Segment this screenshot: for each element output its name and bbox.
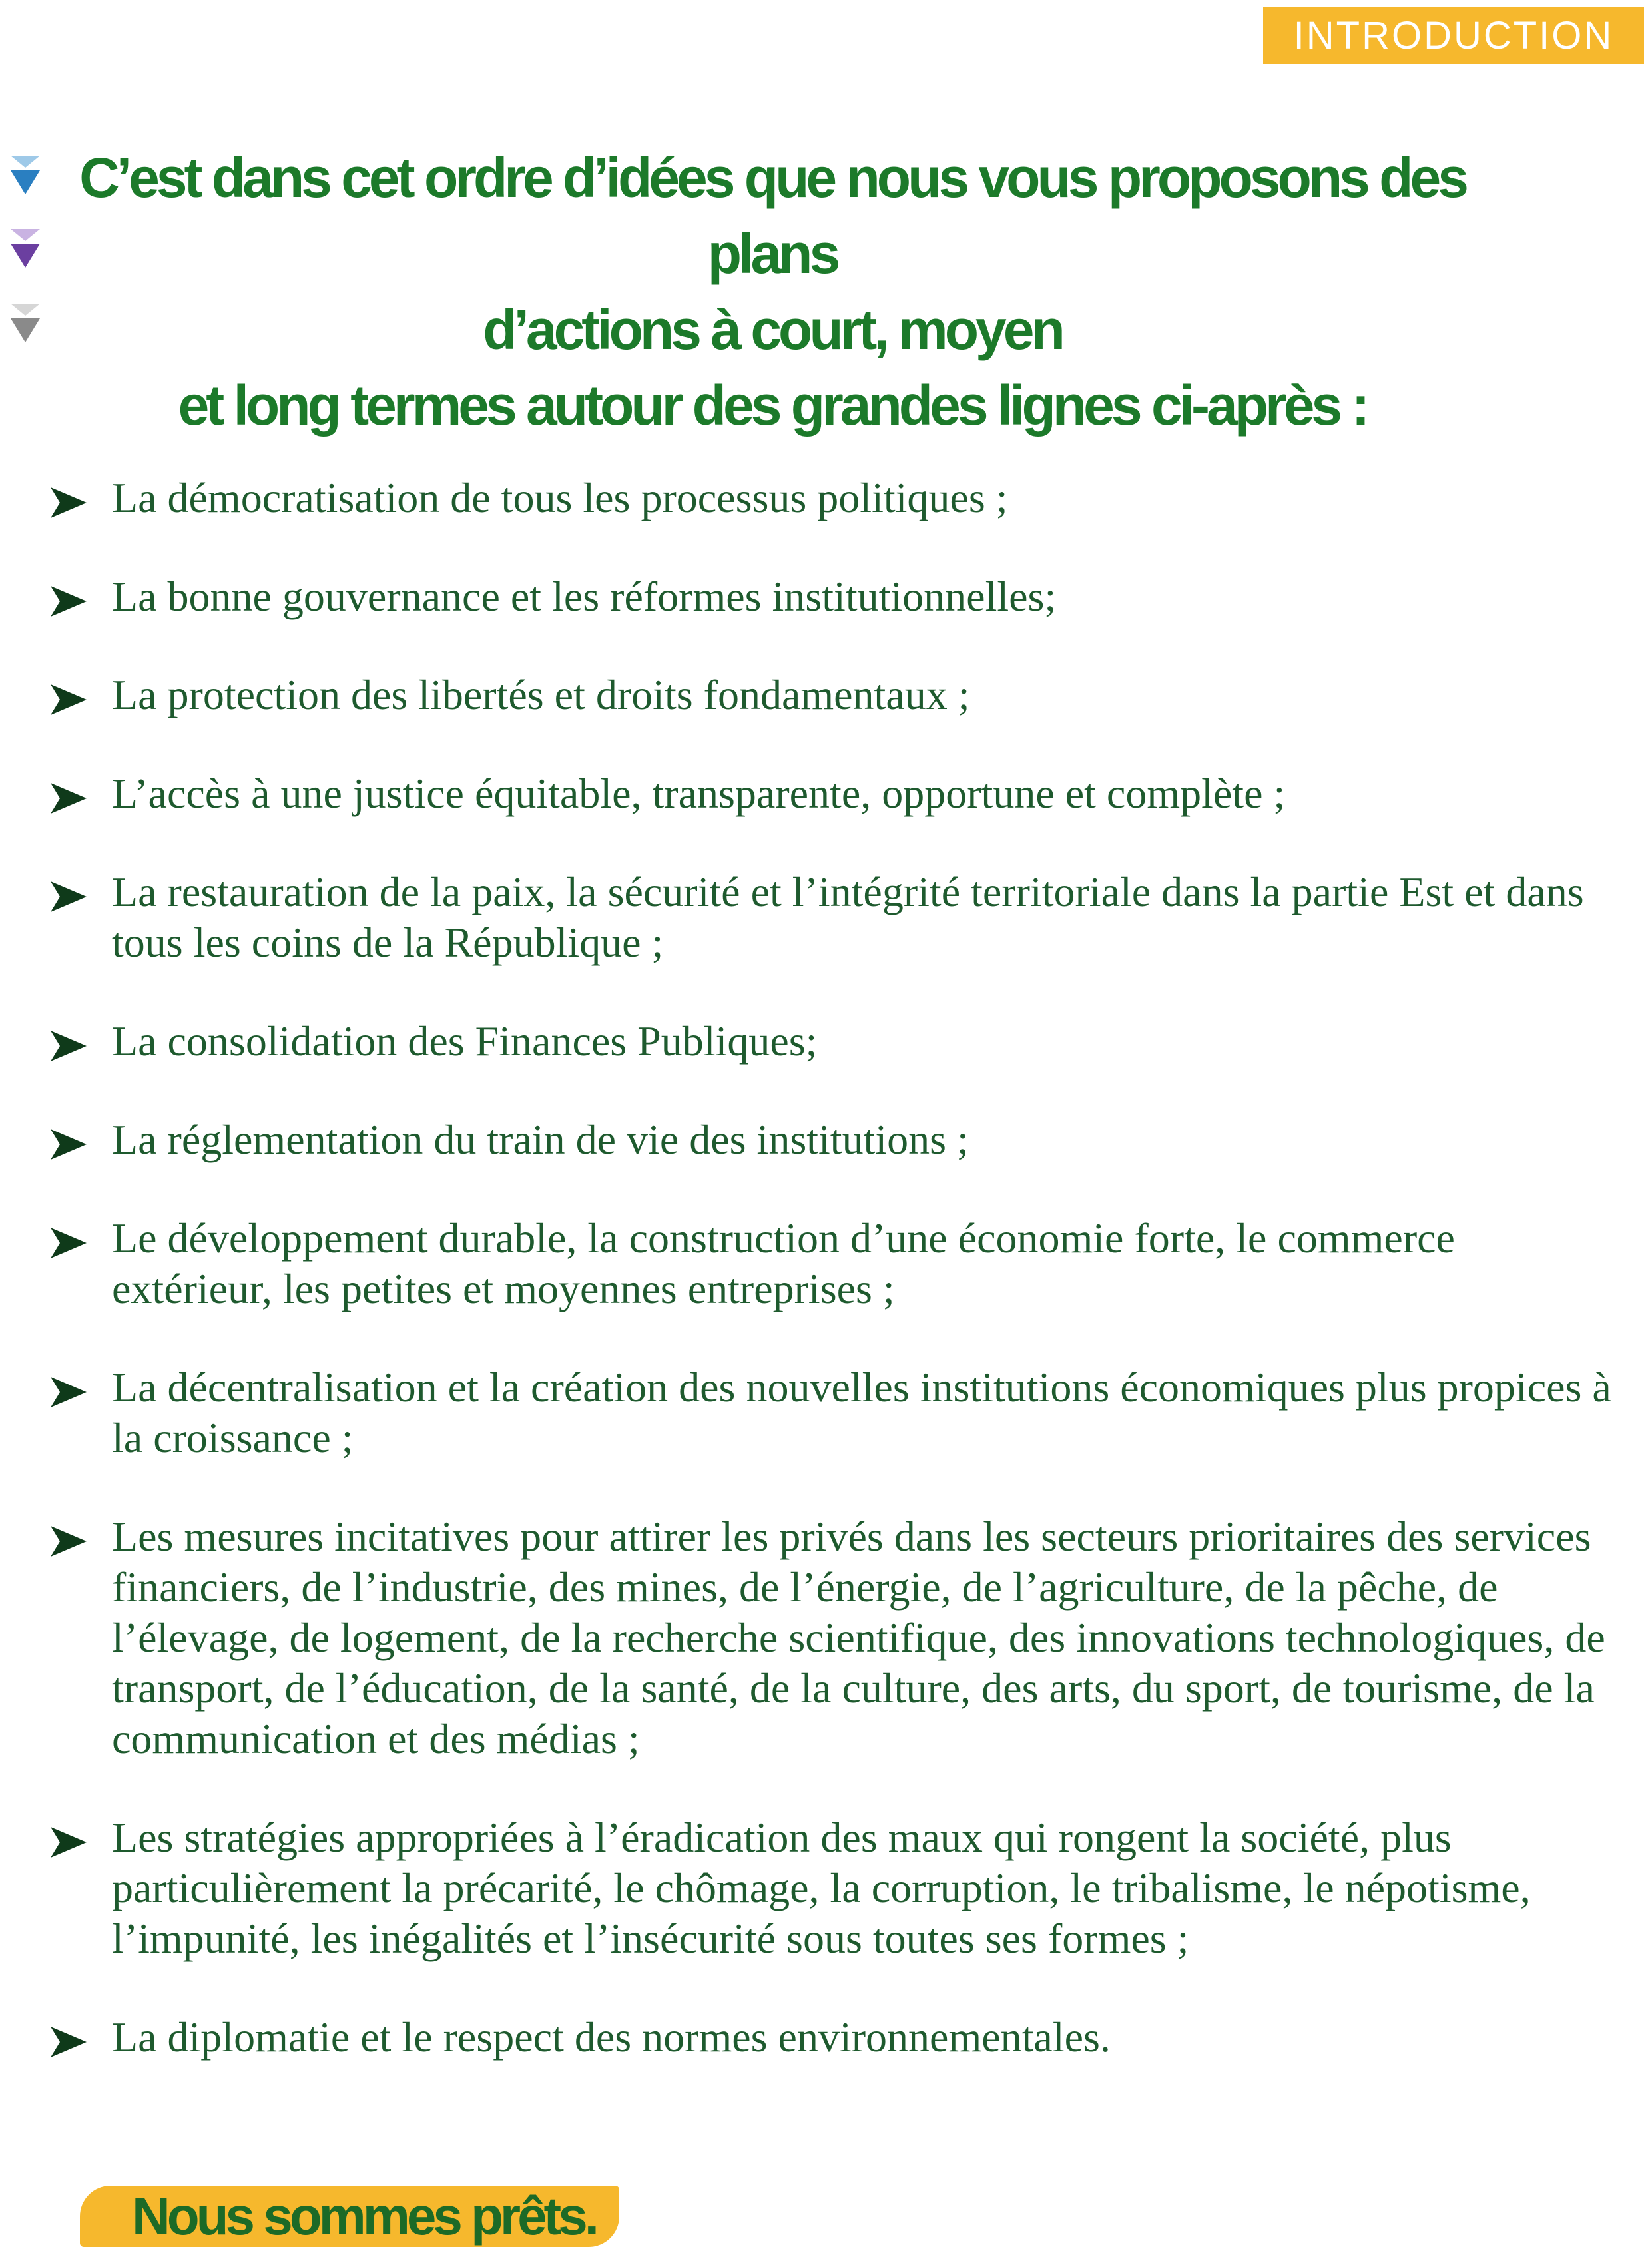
arrowhead-bullet-icon [51, 1228, 87, 1258]
list-item [0, 1362, 1652, 1463]
heading-line-3: et long termes autour des grandes lignes ci-après : [178, 374, 1367, 437]
action-list [0, 473, 1652, 2111]
list-item-text: Les mesures incitatives pour attirer les privés dans les secteurs prioritaires des services financiers, de l’industrie, des mines, de l’énergie, de l’agriculture, de la pêche, de l’élevage, de logement, de la recherche scientifique, des innovations technologiques, de transport, de l’éducation, de la santé, de la culture, des arts, du sport, de tourisme, de la communication et des médias ; [112, 1513, 1605, 1762]
list-item-text: La consolidation des Finances Publiques; [112, 1017, 818, 1065]
list-item [0, 571, 1652, 622]
list-item [0, 867, 1652, 968]
list-item [0, 1115, 1652, 1165]
list-item-text: La bonne gouvernance et les réformes institutionnelles; [112, 573, 1057, 620]
chevron-stack-icon [5, 153, 45, 373]
list-item [0, 1812, 1652, 1964]
arrowhead-bullet-icon [51, 1129, 87, 1160]
arrowhead-bullet-icon [51, 1377, 87, 1407]
list-item [0, 1213, 1652, 1314]
slogan-text: Nous sommes prêts. [132, 2186, 596, 2246]
arrowhead-bullet-icon [51, 684, 87, 715]
list-item-text: La restauration de la paix, la sécurité et l’intégrité territoriale dans la partie Est et dans tous les coins de la République ; [112, 868, 1584, 966]
list-item-text: La protection des libertés et droits fondamentaux ; [112, 671, 970, 718]
list-item [0, 473, 1652, 523]
arrowhead-bullet-icon [51, 881, 87, 912]
list-item [0, 1016, 1652, 1067]
arrowhead-bullet-icon [51, 586, 87, 617]
arrowhead-bullet-icon [51, 1031, 87, 1061]
list-item-text: L’accès à une justice équitable, transparente, opportune et complète ; [112, 770, 1286, 817]
arrowhead-bullet-icon [51, 1827, 87, 1858]
list-item [0, 670, 1652, 720]
list-item-text: Le développement durable, la construction d’une économie forte, le commerce extérieur, les petites et moyennes entreprises ; [112, 1214, 1455, 1312]
arrowhead-bullet-icon [51, 487, 87, 518]
heading-line-1: C’est dans cet ordre d’idées que nous vous proposons des plans [79, 146, 1466, 285]
list-item [0, 768, 1652, 819]
list-item-text: La réglementation du train de vie des institutions ; [112, 1116, 969, 1163]
arrowhead-bullet-icon [51, 1526, 87, 1557]
page-heading [60, 140, 1485, 443]
section-tab [1263, 7, 1644, 64]
list-item-text: La décentralisation et la création des nouvelles institutions économiques plus propices à la croissance ; [112, 1364, 1611, 1461]
heading-line-2: d’actions à court, moyen [483, 298, 1062, 361]
list-item-text: La démocratisation de tous les processus politiques ; [112, 474, 1008, 521]
list-item-text: Les stratégies appropriées à l’éradication des maux qui rongent la société, plus particulièrement la précarité, le chômage, la corruption, le tribalisme, le népotisme, l’impunité, les inégalités et l’insécurité sous toutes ses formes ; [112, 1814, 1531, 1962]
section-label: INTRODUCTION [1293, 13, 1614, 57]
arrowhead-bullet-icon [51, 783, 87, 814]
list-item [0, 1511, 1652, 1764]
arrowhead-bullet-icon [51, 2027, 87, 2057]
slogan-banner [80, 2186, 619, 2247]
list-item-text: La diplomatie et le respect des normes environnementales. [112, 2013, 1111, 2061]
list-item [0, 2012, 1652, 2063]
